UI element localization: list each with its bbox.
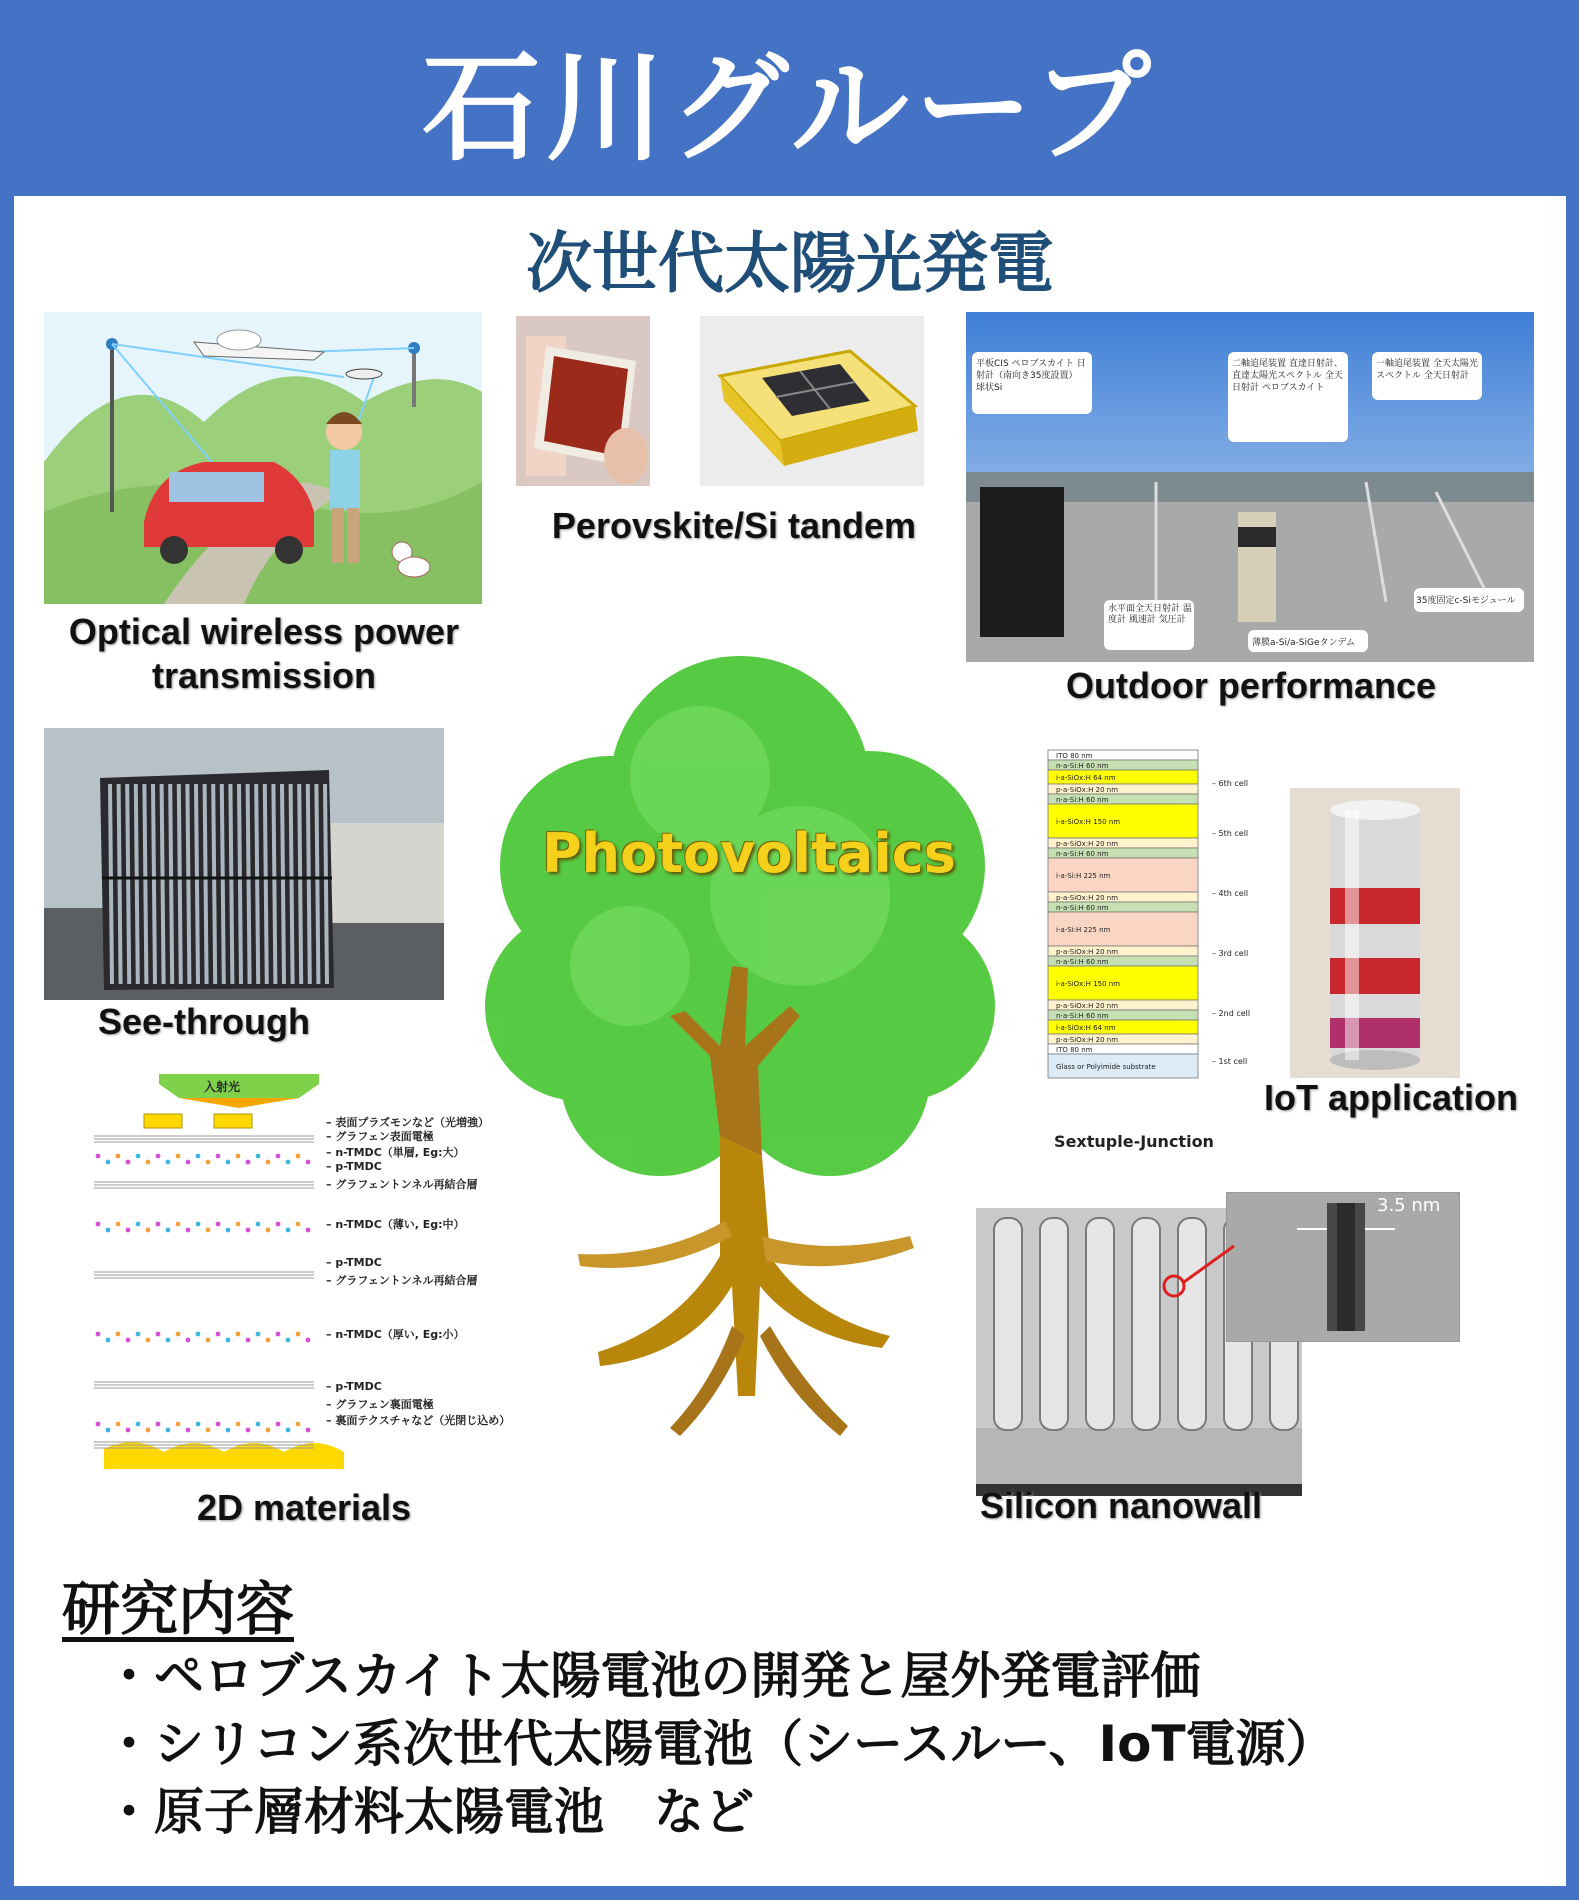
cell-label: – 1st cell	[1212, 1057, 1248, 1066]
tmdc-atom	[136, 1422, 141, 1427]
tmdc-atom	[126, 1228, 131, 1233]
tmdc-atom	[96, 1332, 101, 1337]
see-through-slit	[187, 784, 189, 984]
tmdc-atom	[256, 1332, 261, 1337]
tmdc-atom	[286, 1338, 291, 1343]
stack-layer-label: i-a-SiOx:H 150 nm	[1056, 980, 1121, 988]
tmdc-atom	[116, 1154, 121, 1159]
tmdc-atom	[306, 1428, 311, 1433]
tmdc-atom	[96, 1222, 101, 1227]
tmdc-atom	[196, 1154, 201, 1159]
tmdc-atom	[296, 1154, 301, 1159]
tmdc-atom	[196, 1222, 201, 1227]
tmdc-atom	[146, 1228, 151, 1233]
tmdc-atom	[256, 1154, 261, 1159]
see-through-slit	[248, 784, 250, 984]
callout-6: 薄膜a-Si/a-SiGeタンデム	[1252, 638, 1356, 648]
tmdc-atom	[306, 1338, 311, 1343]
tmdc-atom	[286, 1160, 291, 1165]
tmdc-atom	[246, 1160, 251, 1165]
tmdc-atom	[136, 1222, 141, 1227]
tmdc-atom	[156, 1332, 161, 1337]
tmdc-atom	[206, 1338, 211, 1343]
tandem-module-photo	[700, 316, 924, 486]
tmdc-atom	[176, 1222, 181, 1227]
see-through-slit	[256, 784, 258, 984]
tmdc-atom	[266, 1160, 271, 1165]
tmdc-atom	[156, 1222, 161, 1227]
caption-perovskite: Perovskite/Si tandem	[551, 505, 917, 546]
cell-label: – 5th cell	[1212, 829, 1249, 838]
tmdc-atom	[256, 1422, 261, 1427]
tmdc-atom	[166, 1428, 171, 1433]
incident-light-label: 入射光	[204, 1080, 241, 1094]
see-through-slit	[230, 784, 232, 984]
see-through-slit	[119, 784, 121, 984]
tmdc-atom	[296, 1332, 301, 1337]
two-d-layer-label: – グラフェントンネル再結合層	[326, 1274, 478, 1287]
tmdc-atom	[226, 1160, 231, 1165]
see-through-module-photo	[44, 728, 444, 1000]
see-through-slit	[239, 784, 241, 984]
tmdc-atom	[156, 1422, 161, 1427]
see-through-slit	[265, 784, 267, 984]
optical-wireless-illustration	[44, 312, 482, 604]
two-d-layer-label: – グラフェントンネル再結合層	[326, 1178, 478, 1191]
tmdc-atom	[236, 1422, 241, 1427]
see-through-slit	[213, 784, 215, 984]
two-d-layer-label: – n-TMDC（厚い, Eg:小）	[326, 1328, 465, 1341]
tmdc-atom	[116, 1422, 121, 1427]
tmdc-atom	[226, 1428, 231, 1433]
tmdc-atom	[186, 1160, 191, 1165]
tmdc-atom	[166, 1228, 171, 1233]
stack-layer-label: ITO 80 nm	[1056, 752, 1093, 760]
content-panel	[14, 196, 1566, 1886]
see-through-slit	[325, 784, 327, 984]
tree-illustration	[470, 636, 1010, 1456]
tmdc-atom	[216, 1154, 221, 1159]
tmdc-atom	[186, 1338, 191, 1343]
two-d-layer-label: – グラフェン表面電極	[326, 1130, 434, 1143]
see-through-slit	[127, 784, 129, 984]
caption-sextuple: Sextuple-Junction	[1054, 1132, 1214, 1151]
iot-cylinder-photo	[1290, 788, 1460, 1078]
stack-layer-label: p-a-SiOx:H 20 nm	[1056, 840, 1119, 848]
tmdc-atom	[96, 1422, 101, 1427]
tmdc-atom	[276, 1222, 281, 1227]
stack-layer-label: p-a-SiOx:H 20 nm	[1056, 1002, 1119, 1010]
stack-layer-label: n-a-Si:H 60 nm	[1056, 1012, 1109, 1020]
see-through-slit	[299, 784, 301, 984]
tmdc-atom	[266, 1338, 271, 1343]
stack-layer-label: i-a-SiOx:H 64 nm	[1056, 1024, 1116, 1032]
tmdc-atom	[166, 1160, 171, 1165]
tmdc-atom	[236, 1332, 241, 1337]
research-item: ・ シリコン系次世代太陽電池（シースルー、IoT電源）	[104, 1710, 1336, 1778]
tmdc-atom	[166, 1338, 171, 1343]
see-through-slit	[222, 784, 224, 984]
see-through-slit	[282, 784, 284, 984]
see-through-slit	[170, 784, 172, 984]
tmdc-atom	[176, 1422, 181, 1427]
caption-2d: 2D materials	[196, 1487, 412, 1528]
stack-layer-label: p-a-SiOx:H 20 nm	[1056, 1036, 1119, 1044]
tmdc-atom	[156, 1154, 161, 1159]
tmdc-atom	[306, 1160, 311, 1165]
tmdc-atom	[226, 1338, 231, 1343]
tmdc-atom	[286, 1228, 291, 1233]
tmdc-atom	[266, 1428, 271, 1433]
tmdc-atom	[276, 1332, 281, 1337]
scale-label: 3.5 nm	[1377, 1195, 1441, 1216]
stack-layer-label: n-a-Si:H 60 nm	[1056, 762, 1109, 770]
research-item: ・ ペロブスカイト太陽電池の開発と屋外発電評価	[104, 1642, 1336, 1710]
tmdc-atom	[176, 1332, 181, 1337]
tmdc-atom	[116, 1222, 121, 1227]
stack-layer-label: i-a-SiOx:H 150 nm	[1056, 818, 1121, 826]
stack-layer-label: n-a-Si:H 60 nm	[1056, 796, 1109, 804]
caption-iot: IoT application	[1263, 1077, 1518, 1118]
see-through-slit	[144, 784, 146, 984]
two-d-layer-label: – n-TMDC（薄い, Eg:中）	[326, 1218, 465, 1231]
tmdc-atom	[276, 1422, 281, 1427]
cell-label: – 3rd cell	[1212, 949, 1249, 958]
tmdc-atom	[256, 1222, 261, 1227]
tmdc-atom	[186, 1228, 191, 1233]
tmdc-atom	[186, 1428, 191, 1433]
see-through-slit	[196, 784, 198, 984]
see-through-slit	[316, 784, 318, 984]
see-through-slit	[205, 784, 207, 984]
caption-see-through: See-through	[98, 1001, 310, 1042]
outdoor-test-site-photo	[966, 312, 1534, 662]
tmdc-atom	[216, 1222, 221, 1227]
callout-1: 平板CIS ペロブスカイト 日射計（南向き35度設置） 球状Si	[976, 359, 1086, 393]
two-d-layer-label: – n-TMDC（単層, Eg:大）	[326, 1146, 465, 1159]
two-d-layer-label: – 表面プラズモンなど（光増強）	[326, 1116, 489, 1129]
see-through-slit	[291, 784, 293, 984]
stack-layer-label: p-a-SiOx:H 20 nm	[1056, 786, 1119, 794]
tmdc-atom	[246, 1228, 251, 1233]
nanowall-wall	[1086, 1218, 1114, 1430]
tmdc-atom	[236, 1222, 241, 1227]
tmdc-atom	[206, 1160, 211, 1165]
see-through-slit	[153, 784, 155, 984]
tmdc-atom	[266, 1228, 271, 1233]
caption-optical-wireless: Optical wireless power transmission	[68, 611, 460, 696]
two-d-materials-diagram	[64, 1064, 534, 1484]
stack-layer-label: i-a-Si:H 225 nm	[1056, 926, 1111, 934]
stack-layer-label: ITO 80 nm	[1056, 1046, 1093, 1054]
stack-layer-label: n-a-Si:H 60 nm	[1056, 904, 1109, 912]
tmdc-atom	[136, 1154, 141, 1159]
stack-layer-label: n-a-Si:H 60 nm	[1056, 958, 1109, 966]
cell-label: – 4th cell	[1212, 889, 1249, 898]
tmdc-atom	[226, 1228, 231, 1233]
tmdc-atom	[286, 1428, 291, 1433]
tmdc-atom	[276, 1154, 281, 1159]
tmdc-atom	[216, 1422, 221, 1427]
center-label: Photovoltaics	[542, 822, 956, 885]
stack-layer-label: n-a-Si:H 60 nm	[1056, 850, 1109, 858]
tmdc-atom	[246, 1338, 251, 1343]
header-banner	[0, 0, 1579, 196]
tmdc-atom	[146, 1428, 151, 1433]
two-d-layer-label: – p-TMDC	[326, 1160, 382, 1173]
tmdc-atom	[106, 1228, 111, 1233]
nanowall-tem-inset	[1226, 1192, 1460, 1342]
tmdc-atom	[106, 1338, 111, 1343]
tmdc-atom	[146, 1160, 151, 1165]
cell-label: – 2nd cell	[1212, 1009, 1251, 1018]
see-through-slit	[136, 784, 138, 984]
tmdc-atom	[176, 1154, 181, 1159]
tmdc-atom	[296, 1422, 301, 1427]
tmdc-atom	[206, 1228, 211, 1233]
tmdc-atom	[196, 1332, 201, 1337]
stack-layer-label: p-a-SiOx:H 20 nm	[1056, 894, 1119, 902]
tmdc-atom	[206, 1428, 211, 1433]
tmdc-atom	[136, 1332, 141, 1337]
two-d-layer-label: – p-TMDC	[326, 1380, 382, 1393]
see-through-slit	[273, 784, 275, 984]
tmdc-atom	[306, 1228, 311, 1233]
see-through-slit	[179, 784, 181, 984]
tmdc-atom	[126, 1428, 131, 1433]
stack-layer-label: Glass or Polyimide substrate	[1056, 1063, 1156, 1071]
caption-outdoor: Outdoor performance	[1065, 665, 1437, 706]
two-d-layer-label: – グラフェン裏面電極	[326, 1398, 434, 1411]
tmdc-atom	[146, 1338, 151, 1343]
tmdc-atom	[296, 1222, 301, 1227]
research-list	[104, 1642, 1336, 1846]
tmdc-atom	[96, 1154, 101, 1159]
perovskite-cell-photo	[516, 316, 650, 486]
inset-pointer	[1154, 1236, 1244, 1306]
callout-5: 35度固定c-Siモジュール	[1416, 596, 1516, 606]
stack-layer-label: i-a-Si:H 225 nm	[1056, 872, 1111, 880]
nanowall-wall	[994, 1218, 1022, 1430]
see-through-slit	[162, 784, 164, 984]
tmdc-atom	[196, 1422, 201, 1427]
tmdc-atom	[126, 1160, 131, 1165]
callout-3: 一軸追尾装置 全天太陽光スペクトル 全天日射計	[1376, 359, 1478, 381]
tmdc-atom	[106, 1428, 111, 1433]
tmdc-atom	[116, 1332, 121, 1337]
research-item: ・ 原子層材料太陽電池 など	[104, 1778, 1336, 1846]
tmdc-atom	[216, 1332, 221, 1337]
callout-2: 二軸追尾装置 直達日射計、直達太陽光スペクトル 全天日射計 ペロブスカイト	[1232, 359, 1343, 393]
two-d-layer-label: – 裏面テクスチャなど（光閉じ込め）	[326, 1414, 511, 1427]
see-through-slit	[110, 784, 112, 984]
tmdc-atom	[246, 1428, 251, 1433]
see-through-slit	[308, 784, 310, 984]
stack-layer-label: p-a-SiOx:H 20 nm	[1056, 948, 1119, 956]
cell-label: – 6th cell	[1212, 779, 1249, 788]
research-heading: 研究内容	[62, 1575, 295, 1643]
tmdc-atom	[236, 1154, 241, 1159]
page-title: 石川グループ	[422, 39, 1157, 177]
tmdc-atom	[126, 1338, 131, 1343]
caption-nanowall: Silicon nanowall	[980, 1485, 1263, 1526]
nanowall-wall	[1040, 1218, 1068, 1430]
tmdc-atom	[106, 1160, 111, 1165]
subtitle: 次世代太陽光発電	[526, 225, 1054, 302]
callout-4: 水平面全天日射計 温度計 風速計 気圧計	[1108, 604, 1192, 625]
stack-layer-label: i-a-SiOx:H 64 nm	[1056, 774, 1116, 782]
two-d-layer-label: – p-TMDC	[326, 1256, 382, 1269]
